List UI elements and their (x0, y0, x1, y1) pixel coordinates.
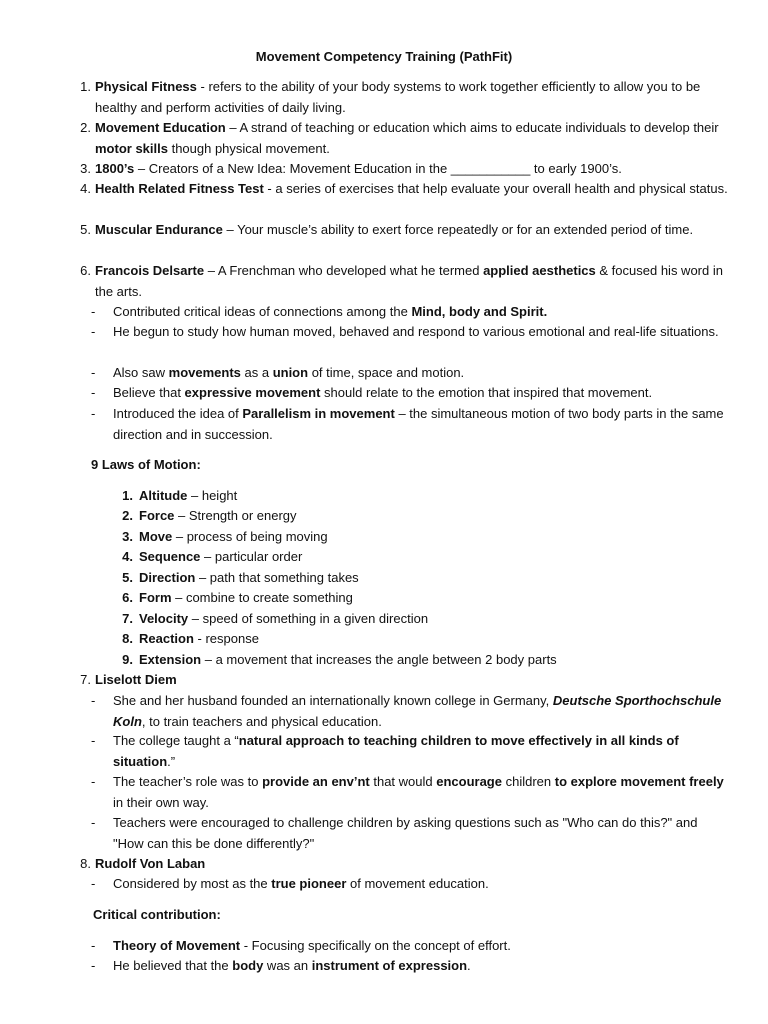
bold-text: applied aesthetics (483, 263, 596, 278)
bullet-text (113, 876, 489, 891)
bold-text: motor skills (95, 140, 168, 156)
law-desc: – particular order (200, 549, 303, 564)
text-run: Introduced the idea of (113, 406, 243, 421)
text-run: – Your muscle’s ability to exert force repeatedly or for an extended period of time. (222, 222, 694, 237)
list-item-5 (80, 220, 728, 241)
text-run: - Focusing specifically on the concept of effort. (240, 938, 511, 953)
law-item (122, 486, 728, 507)
text-run: though physical movement. (167, 140, 330, 156)
bullet-text (113, 385, 652, 400)
item-text (95, 161, 622, 176)
text-run: Contributed critical ideas of connections among the (113, 304, 412, 319)
dash-marker: - (91, 304, 96, 319)
law-desc: - response (193, 631, 259, 646)
bullet-text (113, 365, 464, 380)
bullet-text (113, 324, 719, 339)
bullet-item (91, 691, 728, 732)
item-text (95, 120, 719, 156)
law-number: 5. (122, 570, 133, 585)
item-text (95, 263, 723, 299)
law-desc: – Strength or energy (174, 508, 297, 523)
dash-marker: - (91, 365, 96, 380)
item-number: 5. (80, 222, 91, 237)
bullet-item (91, 383, 728, 404)
law-item (122, 588, 728, 609)
list-item-7 (80, 670, 728, 691)
law-number: 7. (122, 611, 133, 626)
laws-heading: 9 Laws of Motion: (91, 457, 201, 472)
text-run: was an (263, 958, 312, 973)
item-text (95, 79, 700, 115)
law-desc: – path that something takes (195, 570, 359, 585)
bold-text: Mind, body and Spirit. (411, 304, 548, 319)
list-item-1 (80, 77, 728, 118)
bold-text: true pioneer (271, 876, 347, 891)
text-run: Teachers were encouraged to challenge children by asking questions such as "Who can do this?" and "How can this be done differently?" (113, 815, 698, 851)
bullet-item (91, 956, 728, 977)
bold-text: expressive movement (184, 385, 321, 400)
text-run: . (467, 958, 471, 973)
law-desc: – a movement that increases the angle between 2 body parts (201, 652, 557, 667)
bullet-text (113, 406, 724, 442)
item-number: 1. (80, 79, 91, 94)
item-label: Rudolf Von Laban (95, 856, 206, 871)
bullet-text (113, 304, 547, 319)
bold-text: Health Related Fitness Test (95, 181, 264, 196)
item-number: 2. (80, 120, 91, 135)
text-run: should relate to the emotion that inspired that movement. (320, 385, 653, 400)
dash-marker: - (91, 385, 96, 400)
bold-text: Movement Education (95, 120, 226, 135)
bullet-item (91, 404, 728, 445)
bold-text: body (232, 958, 264, 973)
law-number: 3. (122, 529, 133, 544)
dash-marker: - (91, 938, 96, 953)
law-term: Altitude (139, 488, 188, 503)
law-item (122, 506, 728, 527)
contribution-heading-text: Critical contribution: (93, 907, 221, 922)
item-text (95, 181, 728, 196)
item-number: 6. (80, 263, 91, 278)
text-run: - a series of exercises that help evaluate your overall health and physical status. (263, 181, 728, 196)
text-run: Believe that (113, 385, 185, 400)
bullet-text (113, 815, 697, 851)
law-number: 9. (122, 652, 133, 667)
law-term: Move (139, 529, 173, 544)
text-run: .” (167, 753, 176, 769)
list-item-3 (80, 159, 728, 180)
item-number: 4. (80, 181, 91, 196)
bullet-item (91, 874, 728, 895)
text-run: , to train teachers and physical education. (141, 713, 382, 729)
text-run: The college taught a “ (113, 733, 239, 748)
item-number: 7. (80, 672, 91, 687)
list-item-2 (80, 118, 728, 159)
bold-text: provide an env’nt (262, 774, 370, 789)
law-term: Direction (139, 570, 196, 585)
law-number: 8. (122, 631, 133, 646)
bold-text: instrument of expression (311, 958, 468, 973)
law-term: Sequence (139, 549, 201, 564)
law-number: 1. (122, 488, 133, 503)
law-number: 2. (122, 508, 133, 523)
bold-text: Theory of Movement (113, 938, 241, 953)
law-term: Reaction (139, 631, 194, 646)
text-run: Also saw (113, 365, 169, 380)
law-item (122, 609, 728, 630)
law-item (122, 527, 728, 548)
law-item (122, 650, 728, 671)
law-desc: – process of being moving (172, 529, 328, 544)
text-run: – Creators of a New Idea: Movement Education in the ___________ to early 1900’s. (134, 161, 622, 176)
text-run: & focused his word in the arts. (95, 263, 723, 299)
item-label: Liselott Diem (95, 672, 177, 687)
law-item (122, 629, 728, 650)
law-number: 4. (122, 549, 133, 564)
dash-marker: - (91, 324, 96, 339)
bullet-text (113, 938, 511, 953)
text-run: in their own way. (113, 794, 209, 810)
item-number: 8. (80, 856, 91, 871)
law-term: Extension (139, 652, 202, 667)
bold-text: Parallelism in movement (242, 406, 395, 421)
list-item-6 (80, 261, 728, 302)
law-term: Velocity (139, 611, 189, 626)
text-run: children (501, 774, 555, 789)
text-run: – A strand of teaching or education which aims to educate individuals to develop their (225, 120, 719, 135)
bold-text: Physical Fitness (95, 79, 197, 94)
text-run: He begun to study how human moved, behaved and respond to various emotional and real-life situations. (113, 324, 719, 339)
bullet-item (91, 813, 728, 854)
text-run: Considered by most as the (113, 876, 272, 891)
list-item-8 (80, 854, 728, 875)
bullet-text (113, 774, 724, 810)
text-run: of movement education. (346, 876, 489, 891)
list-item-4 (80, 179, 728, 200)
bullet-item (91, 731, 728, 772)
dash-marker: - (91, 774, 96, 789)
text-run: – A Frenchman who developed what he termed (204, 263, 484, 278)
law-term: Force (139, 508, 175, 523)
dash-marker: - (91, 693, 96, 708)
text-run: He believed that the (113, 958, 233, 973)
dash-marker: - (91, 733, 96, 748)
bold-text: Francois Delsarte (95, 263, 205, 278)
bold-text: natural approach to teaching children to move effectively in all kinds of situation (113, 733, 679, 769)
bold-text: 1800’s (95, 161, 135, 176)
item-text (95, 222, 693, 237)
dash-marker: - (91, 958, 96, 973)
bullet-item (91, 363, 728, 384)
bold-text: to explore movement freely (554, 774, 724, 789)
dash-marker: - (91, 406, 96, 421)
text-run: - refers to the ability of your body systems to work together efficiently to allow you to be healthy and perform activities of daily living. (95, 79, 701, 115)
bold-text: Muscular Endurance (95, 222, 223, 237)
text-run: as a (240, 365, 273, 380)
law-term: Form (139, 590, 172, 605)
italic-text: Deutsche Sporthochschule Koln (113, 693, 722, 729)
law-desc: – combine to create something (171, 590, 353, 605)
text-run: The teacher’s role was to (113, 774, 263, 789)
text-run: that would (369, 774, 437, 789)
bold-text: union (272, 365, 309, 380)
bold-text: encourage (436, 774, 502, 789)
bullet-item (91, 936, 728, 957)
text-run: of time, space and motion. (308, 365, 465, 380)
bullet-text (113, 733, 679, 769)
bullet-text (113, 693, 721, 729)
law-item (122, 547, 728, 568)
dash-marker: - (91, 815, 96, 830)
item-number: 3. (80, 161, 91, 176)
bullet-text (113, 958, 471, 973)
law-desc: – height (187, 488, 238, 503)
text-run: – the simultaneous motion of two body parts in the same direction and in succession. (113, 406, 724, 442)
law-number: 6. (122, 590, 133, 605)
law-desc: – speed of something in a given direction (188, 611, 429, 626)
bullet-item (91, 322, 728, 343)
text-run: She and her husband founded an internationally known college in Germany, (113, 693, 553, 708)
bold-text: movements (168, 365, 241, 380)
law-item (122, 568, 728, 589)
dash-marker: - (91, 876, 96, 891)
bullet-item (91, 772, 728, 813)
bullet-item (91, 302, 728, 323)
document-title: Movement Competency Training (PathFit) (255, 49, 513, 64)
contribution-heading (93, 905, 221, 926)
